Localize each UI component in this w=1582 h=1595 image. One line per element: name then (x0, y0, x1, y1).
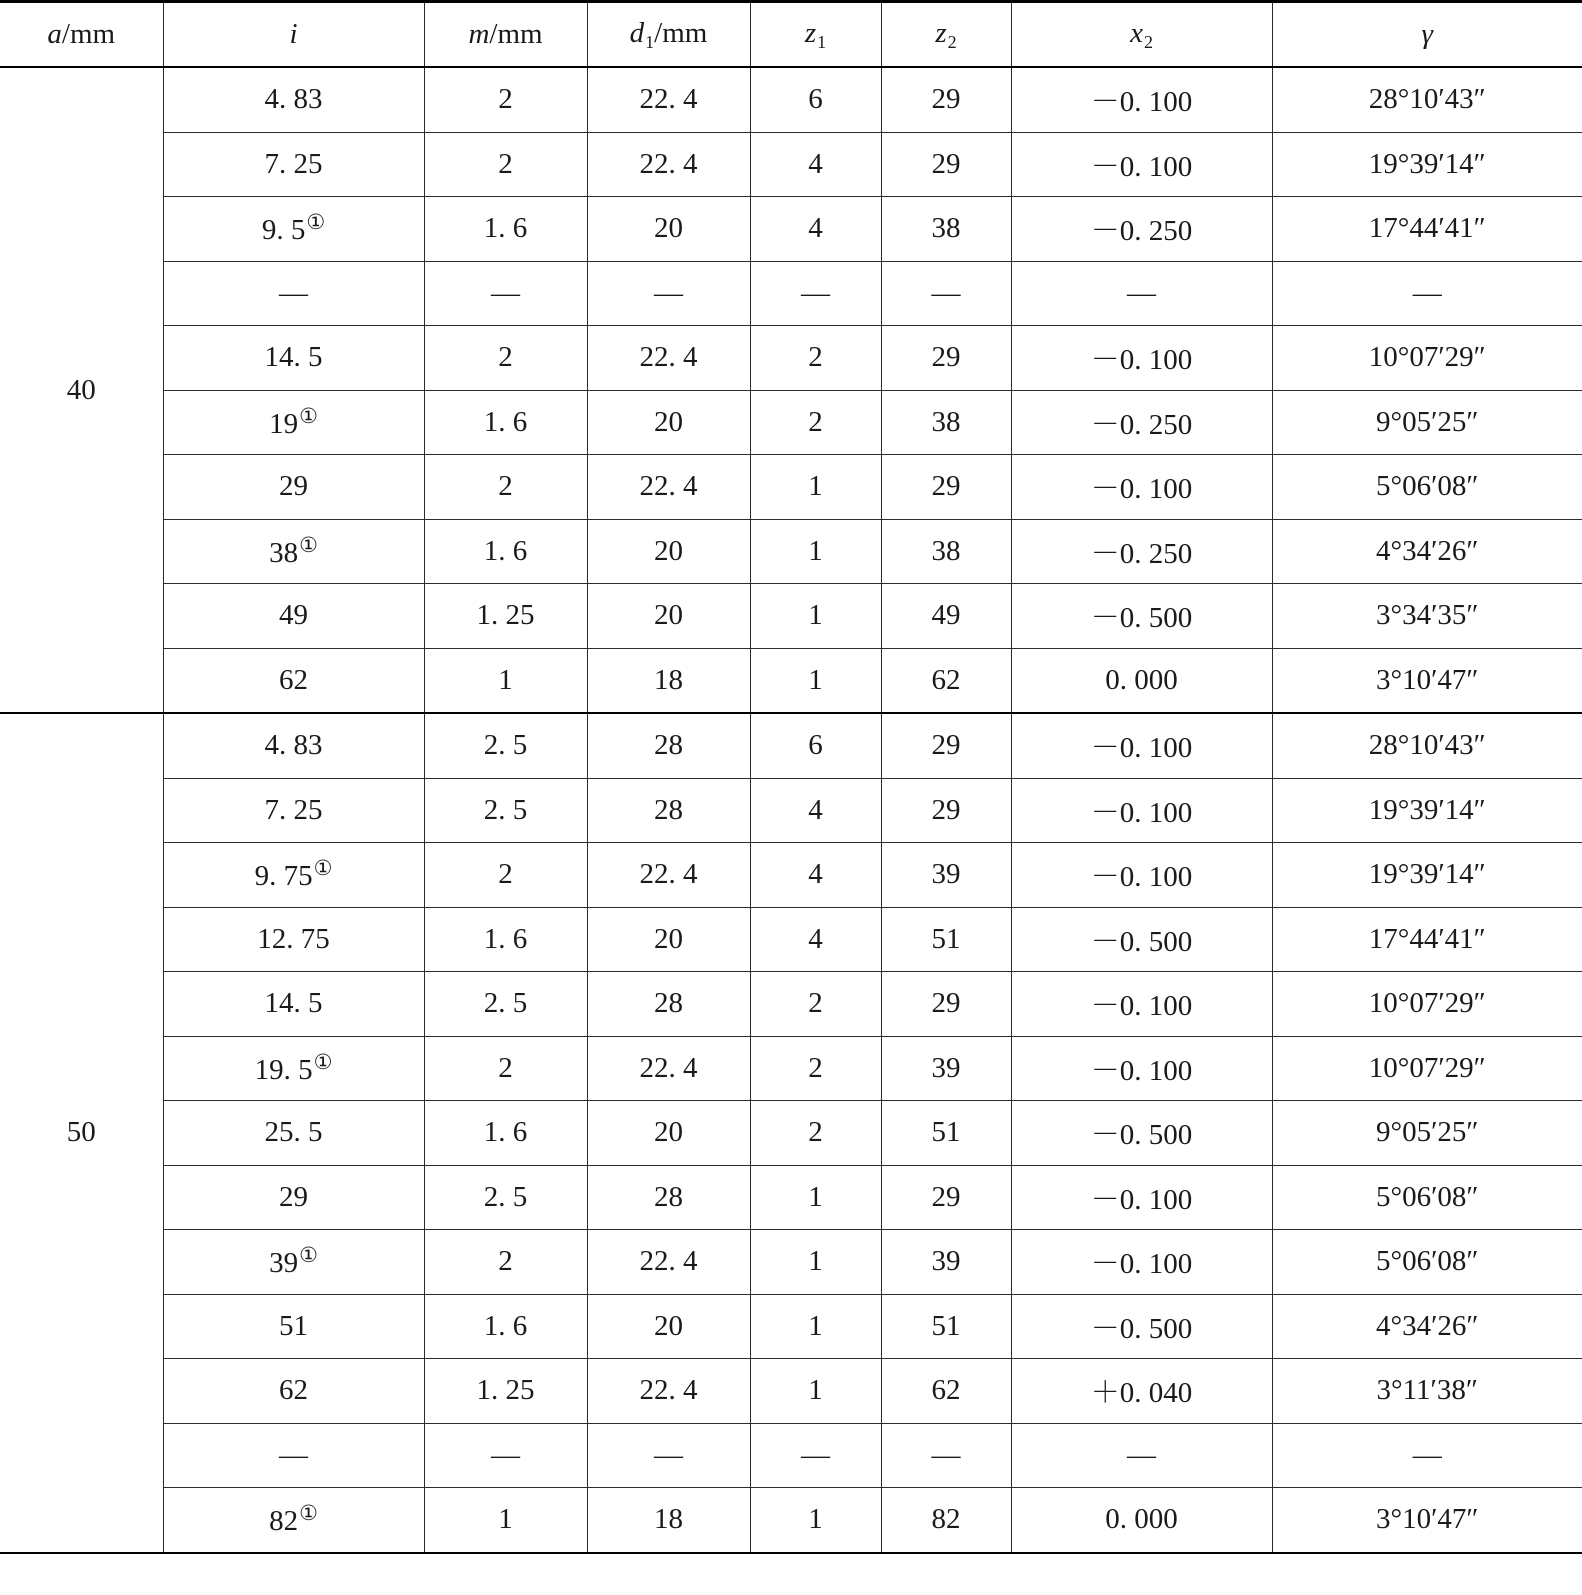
cell-lead-angle: 10°07′29″ (1272, 972, 1582, 1037)
cell-module: 1. 6 (424, 1101, 587, 1166)
ratio-value: 29 (279, 1180, 308, 1213)
cell-lead-angle: 17°44′41″ (1272, 197, 1582, 262)
cell-profile-shift: — (1011, 261, 1272, 326)
cell-lead-angle: 5°06′08″ (1272, 1165, 1582, 1230)
cell-worm-starts: 1 (750, 1165, 881, 1230)
table-row (0, 1359, 1582, 1424)
cell-lead-angle: 5°06′08″ (1272, 455, 1582, 520)
cell-wheel-teeth: 29 (881, 67, 1011, 132)
cell-wheel-teeth: 39 (881, 1036, 1011, 1101)
cell-worm-diameter: — (587, 261, 750, 326)
cell-profile-shift: －0. 500 (1011, 907, 1272, 972)
cell-ratio (163, 843, 424, 908)
table-row (0, 67, 1582, 132)
cell-lead-angle: 9°05′25″ (1272, 1101, 1582, 1166)
cell-worm-diameter: 22. 4 (587, 1359, 750, 1424)
cell-worm-starts: 1 (750, 1359, 881, 1424)
cell-worm-starts: 6 (750, 67, 881, 132)
header-lead-angle: γ (1272, 2, 1582, 68)
cell-worm-diameter: 20 (587, 519, 750, 584)
cell-worm-diameter: 20 (587, 1101, 750, 1166)
cell-worm-diameter: 28 (587, 1165, 750, 1230)
cell-module: 1. 6 (424, 519, 587, 584)
table-row (0, 584, 1582, 649)
ratio-value: 62 (279, 663, 308, 696)
ratio-value: 19 (269, 407, 299, 440)
cell-worm-diameter: 20 (587, 197, 750, 262)
cell-lead-angle: 19°39′14″ (1272, 843, 1582, 908)
cell-wheel-teeth: 29 (881, 778, 1011, 843)
cell-module: 2. 5 (424, 972, 587, 1037)
cell-worm-starts: 1 (750, 1294, 881, 1359)
cell-module: 2. 5 (424, 778, 587, 843)
cell-profile-shift: — (1011, 1423, 1272, 1488)
table-header-row (0, 2, 1582, 68)
cell-worm-diameter: 20 (587, 907, 750, 972)
cell-profile-shift: －0. 100 (1011, 132, 1272, 197)
header-wheel-teeth: $z_2$ (881, 2, 1011, 68)
ratio-value: 82 (269, 1505, 299, 1538)
header-transmission-ratio: i (163, 2, 424, 68)
cell-worm-diameter: 22. 4 (587, 455, 750, 520)
table-row (0, 1294, 1582, 1359)
footnote-marker: ① (299, 1501, 318, 1526)
ratio-value: 7. 25 (264, 793, 323, 826)
cell-profile-shift: －0. 500 (1011, 1101, 1272, 1166)
cell-ratio (163, 972, 424, 1037)
cell-wheel-teeth: 29 (881, 132, 1011, 197)
cell-profile-shift: －0. 100 (1011, 455, 1272, 520)
cell-profile-shift: －0. 100 (1011, 326, 1272, 391)
cell-module: 1. 6 (424, 197, 587, 262)
cell-profile-shift: －0. 100 (1011, 972, 1272, 1037)
cell-ratio (163, 1036, 424, 1101)
cell-lead-angle: 3°11′38″ (1272, 1359, 1582, 1424)
cell-profile-shift: －0. 100 (1011, 1165, 1272, 1230)
table-row (0, 1230, 1582, 1295)
cell-wheel-teeth: 29 (881, 455, 1011, 520)
cell-profile-shift: －0. 500 (1011, 1294, 1272, 1359)
cell-module: 1 (424, 648, 587, 713)
cell-ratio (163, 1488, 424, 1553)
cell-worm-diameter: 20 (587, 390, 750, 455)
cell-lead-angle: 4°34′26″ (1272, 1294, 1582, 1359)
cell-profile-shift: －0. 100 (1011, 67, 1272, 132)
cell-worm-diameter: 22. 4 (587, 326, 750, 391)
table-row (0, 778, 1582, 843)
table-row (0, 1036, 1582, 1101)
cell-center-distance: 40 (0, 67, 163, 713)
cell-lead-angle: — (1272, 1423, 1582, 1488)
cell-profile-shift: ＋0. 040 (1011, 1359, 1272, 1424)
cell-ratio (163, 197, 424, 262)
header-center-distance: a/mm (0, 2, 163, 68)
table-row (0, 197, 1582, 262)
cell-module: 2 (424, 843, 587, 908)
cell-worm-starts: 1 (750, 1230, 881, 1295)
cell-worm-diameter: 22. 4 (587, 67, 750, 132)
table-row (0, 132, 1582, 197)
cell-worm-starts: 2 (750, 1101, 881, 1166)
ratio-value: 39 (269, 1247, 299, 1280)
cell-worm-starts: 1 (750, 648, 881, 713)
cell-module: 1. 25 (424, 1359, 587, 1424)
cell-worm-starts: 2 (750, 326, 881, 391)
table-row (0, 843, 1582, 908)
cell-lead-angle: 5°06′08″ (1272, 1230, 1582, 1295)
cell-ratio (163, 1230, 424, 1295)
ratio-value: 38 (269, 536, 299, 569)
ratio-value: 51 (279, 1309, 308, 1342)
ratio-value: 25. 5 (264, 1116, 323, 1149)
cell-wheel-teeth: 39 (881, 843, 1011, 908)
cell-ratio (163, 1294, 424, 1359)
cell-lead-angle: 4°34′26″ (1272, 519, 1582, 584)
cell-module: 1. 6 (424, 390, 587, 455)
cell-worm-diameter: 22. 4 (587, 132, 750, 197)
cell-wheel-teeth: 49 (881, 584, 1011, 649)
ratio-value: 19. 5 (254, 1053, 313, 1086)
cell-ratio (163, 1423, 424, 1488)
table-row (0, 1165, 1582, 1230)
cell-profile-shift: －0. 100 (1011, 1230, 1272, 1295)
table-row (0, 261, 1582, 326)
cell-lead-angle: 28°10′43″ (1272, 67, 1582, 132)
cell-lead-angle: 10°07′29″ (1272, 326, 1582, 391)
cell-module: — (424, 261, 587, 326)
cell-module: 2. 5 (424, 1165, 587, 1230)
cell-worm-starts: 6 (750, 713, 881, 778)
cell-profile-shift: －0. 250 (1011, 390, 1272, 455)
cell-module: 1. 6 (424, 907, 587, 972)
cell-worm-diameter: 18 (587, 1488, 750, 1553)
cell-wheel-teeth: 62 (881, 1359, 1011, 1424)
ratio-value: 49 (279, 599, 308, 632)
cell-profile-shift: －0. 100 (1011, 713, 1272, 778)
cell-module: 1 (424, 1488, 587, 1553)
table-row (0, 907, 1582, 972)
cell-wheel-teeth: 51 (881, 1294, 1011, 1359)
ratio-value: — (279, 1438, 308, 1471)
cell-profile-shift: －0. 100 (1011, 1036, 1272, 1101)
cell-worm-diameter: 22. 4 (587, 1230, 750, 1295)
cell-worm-starts: 4 (750, 132, 881, 197)
table-row (0, 972, 1582, 1037)
cell-module: 2 (424, 132, 587, 197)
cell-worm-starts: 4 (750, 778, 881, 843)
cell-wheel-teeth: 38 (881, 390, 1011, 455)
cell-profile-shift: －0. 250 (1011, 197, 1272, 262)
cell-worm-starts: 4 (750, 197, 881, 262)
cell-module: 2 (424, 326, 587, 391)
ratio-value: 62 (279, 1374, 308, 1407)
footnote-marker: ① (306, 210, 326, 235)
cell-module: 2 (424, 1036, 587, 1101)
cell-wheel-teeth: 51 (881, 1101, 1011, 1166)
cell-worm-starts: 1 (750, 584, 881, 649)
table-row (0, 713, 1582, 778)
cell-lead-angle: 28°10′43″ (1272, 713, 1582, 778)
cell-wheel-teeth: 62 (881, 648, 1011, 713)
ratio-value: 9. 5 (261, 214, 306, 247)
table-row (0, 455, 1582, 520)
cell-worm-diameter: 20 (587, 584, 750, 649)
cell-lead-angle: — (1272, 261, 1582, 326)
header-profile-shift: $x_2$ (1011, 2, 1272, 68)
ratio-value: 29 (279, 470, 308, 503)
cell-worm-diameter: 18 (587, 648, 750, 713)
cell-profile-shift: －0. 100 (1011, 778, 1272, 843)
table-row (0, 1423, 1582, 1488)
cell-worm-starts: 1 (750, 1488, 881, 1553)
cell-profile-shift: －0. 500 (1011, 584, 1272, 649)
cell-profile-shift: －0. 250 (1011, 519, 1272, 584)
cell-module: 2. 5 (424, 713, 587, 778)
cell-lead-angle: 9°05′25″ (1272, 390, 1582, 455)
cell-ratio (163, 1101, 424, 1166)
cell-wheel-teeth: 29 (881, 326, 1011, 391)
footnote-marker: ① (299, 403, 318, 428)
cell-worm-diameter: — (587, 1423, 750, 1488)
ratio-value: — (279, 276, 308, 309)
cell-wheel-teeth: 82 (881, 1488, 1011, 1553)
footnote-marker: ① (313, 1049, 333, 1074)
cell-center-distance: 50 (0, 713, 163, 1553)
cell-ratio (163, 390, 424, 455)
cell-wheel-teeth: 29 (881, 713, 1011, 778)
cell-worm-diameter: 28 (587, 778, 750, 843)
cell-lead-angle: 3°10′47″ (1272, 648, 1582, 713)
table-row (0, 519, 1582, 584)
cell-lead-angle: 19°39′14″ (1272, 778, 1582, 843)
header-worm-starts: $z_1$ (750, 2, 881, 68)
table-row (0, 1101, 1582, 1166)
ratio-value: 4. 83 (264, 729, 323, 762)
cell-worm-starts: 2 (750, 390, 881, 455)
table-row (0, 326, 1582, 391)
cell-ratio (163, 261, 424, 326)
table-row (0, 390, 1582, 455)
cell-ratio (163, 1165, 424, 1230)
cell-ratio (163, 326, 424, 391)
cell-profile-shift: 0. 000 (1011, 1488, 1272, 1553)
cell-ratio (163, 907, 424, 972)
cell-ratio (163, 455, 424, 520)
cell-worm-diameter: 22. 4 (587, 843, 750, 908)
cell-worm-starts: — (750, 1423, 881, 1488)
cell-worm-starts: 2 (750, 972, 881, 1037)
cell-ratio (163, 1359, 424, 1424)
cell-worm-starts: 2 (750, 1036, 881, 1101)
ratio-value: 7. 25 (264, 147, 323, 180)
cell-ratio (163, 648, 424, 713)
cell-worm-diameter: 22. 4 (587, 1036, 750, 1101)
cell-ratio (163, 584, 424, 649)
cell-lead-angle: 19°39′14″ (1272, 132, 1582, 197)
cell-ratio (163, 67, 424, 132)
cell-worm-starts: 1 (750, 519, 881, 584)
cell-ratio (163, 778, 424, 843)
cell-module: 1. 25 (424, 584, 587, 649)
cell-module: — (424, 1423, 587, 1488)
cell-module: 2 (424, 1230, 587, 1295)
footnote-marker: ① (299, 1243, 318, 1268)
cell-module: 2 (424, 455, 587, 520)
cell-worm-diameter: 28 (587, 972, 750, 1037)
header-module: m/mm (424, 2, 587, 68)
cell-ratio (163, 713, 424, 778)
cell-wheel-teeth: — (881, 261, 1011, 326)
cell-lead-angle: 3°10′47″ (1272, 1488, 1582, 1553)
cell-wheel-teeth: 51 (881, 907, 1011, 972)
ratio-value: 14. 5 (264, 341, 323, 374)
cell-wheel-teeth: 38 (881, 519, 1011, 584)
table-row (0, 1488, 1582, 1553)
cell-worm-starts: 4 (750, 907, 881, 972)
cell-module: 1. 6 (424, 1294, 587, 1359)
cell-lead-angle: 10°07′29″ (1272, 1036, 1582, 1101)
cell-worm-starts: 4 (750, 843, 881, 908)
cell-worm-diameter: 28 (587, 713, 750, 778)
footnote-marker: ① (313, 856, 333, 881)
ratio-value: 14. 5 (264, 987, 323, 1020)
cell-lead-angle: 17°44′41″ (1272, 907, 1582, 972)
table-body (0, 67, 1582, 1553)
cell-worm-diameter: 20 (587, 1294, 750, 1359)
cell-worm-starts: — (750, 261, 881, 326)
cell-wheel-teeth: 29 (881, 1165, 1011, 1230)
cell-wheel-teeth: 39 (881, 1230, 1011, 1295)
table-row (0, 648, 1582, 713)
cell-profile-shift: －0. 100 (1011, 843, 1272, 908)
cell-module: 2 (424, 67, 587, 132)
footnote-marker: ① (299, 532, 318, 557)
cell-ratio (163, 519, 424, 584)
header-worm-pitch-diameter: $d_1/mm$ (587, 2, 750, 68)
ratio-value: 12. 75 (257, 922, 330, 955)
cell-profile-shift: 0. 000 (1011, 648, 1272, 713)
cell-wheel-teeth: — (881, 1423, 1011, 1488)
cell-ratio (163, 132, 424, 197)
cell-lead-angle: 3°34′35″ (1272, 584, 1582, 649)
cell-worm-starts: 1 (750, 455, 881, 520)
cell-wheel-teeth: 38 (881, 197, 1011, 262)
ratio-value: 4. 83 (264, 83, 323, 116)
ratio-value: 9. 75 (254, 860, 313, 893)
cell-wheel-teeth: 29 (881, 972, 1011, 1037)
